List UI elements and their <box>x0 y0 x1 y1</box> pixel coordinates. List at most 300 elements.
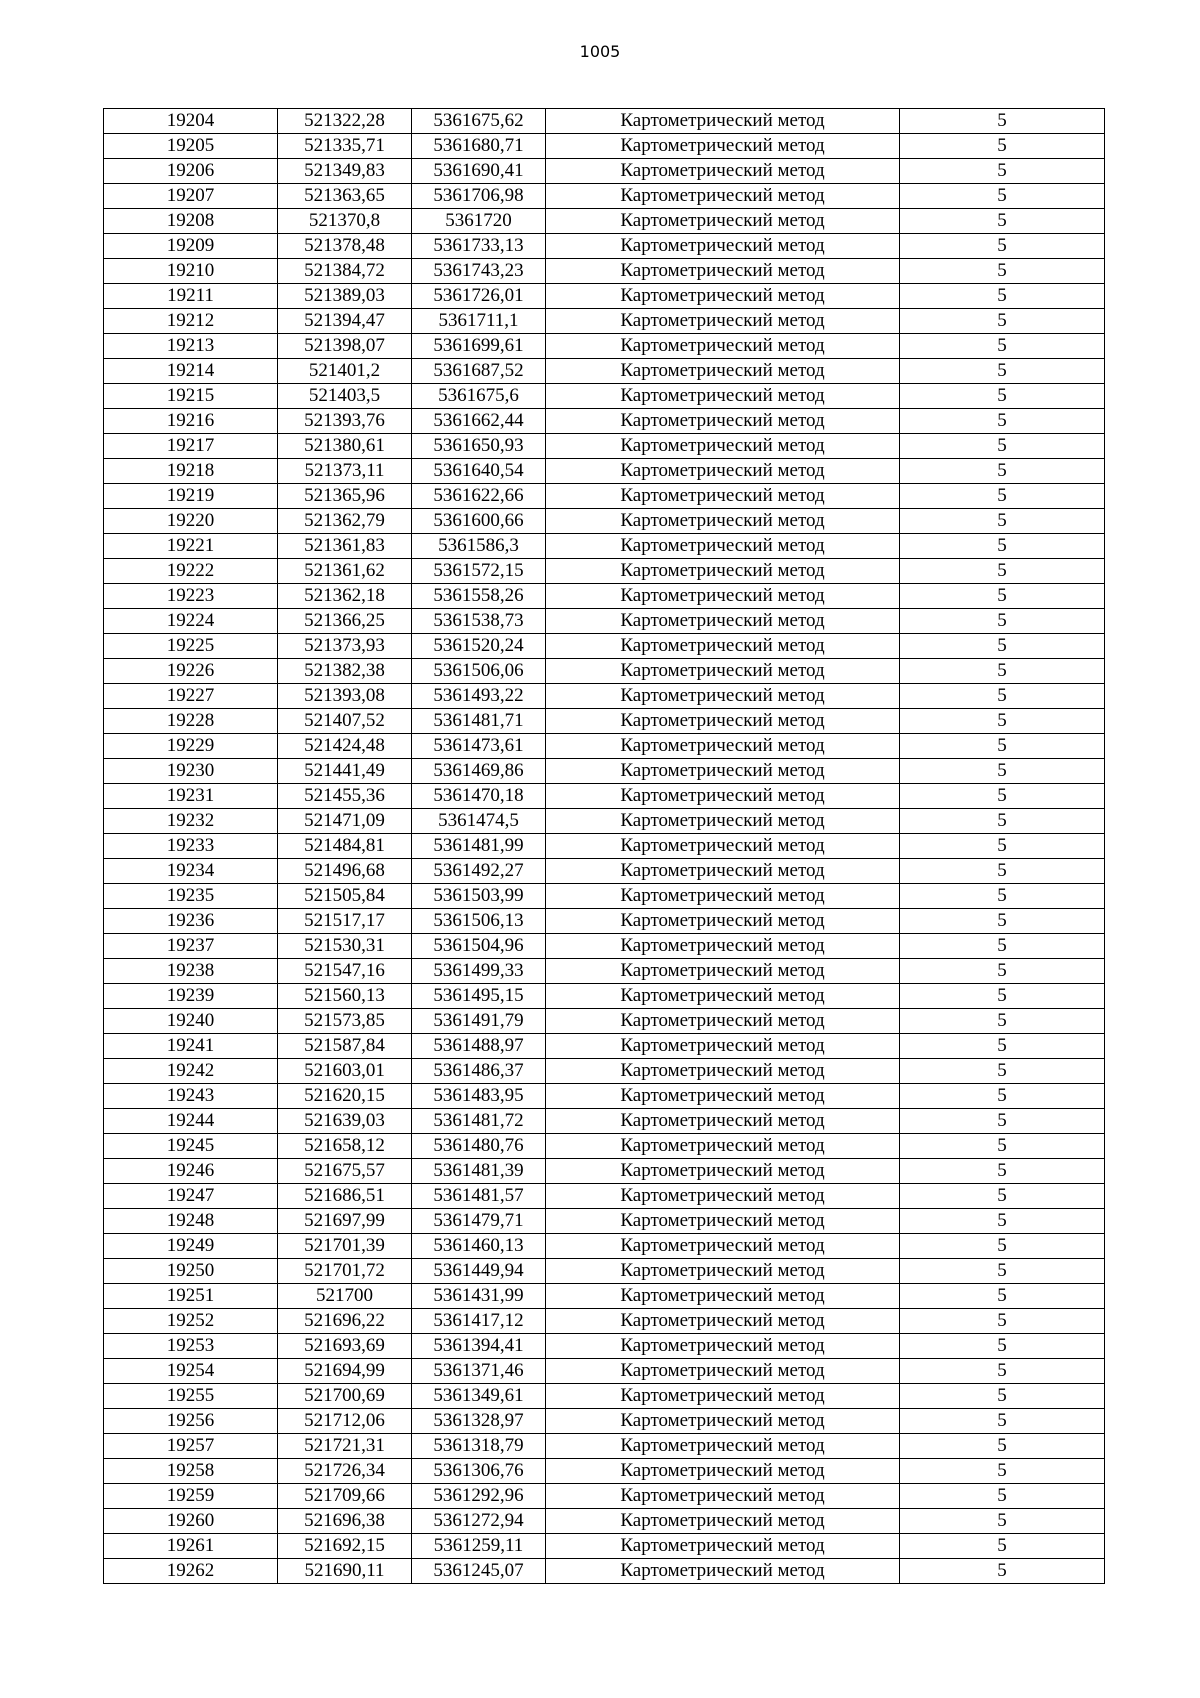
method-cell: Картометрический метод <box>546 659 900 684</box>
table-row <box>104 1134 1105 1159</box>
accuracy-cell: 5 <box>900 1109 1105 1134</box>
accuracy-cell: 5 <box>900 1459 1105 1484</box>
x-coordinate-cell: 521620,15 <box>278 1084 412 1109</box>
method-cell: Картометрический метод <box>546 809 900 834</box>
table-row <box>104 1309 1105 1334</box>
table-row <box>104 1009 1105 1034</box>
point-number-cell: 19204 <box>104 109 278 134</box>
y-coordinate-cell: 5361650,93 <box>412 434 546 459</box>
point-number-cell: 19258 <box>104 1459 278 1484</box>
accuracy-cell: 5 <box>900 1384 1105 1409</box>
x-coordinate-cell: 521373,11 <box>278 459 412 484</box>
accuracy-cell: 5 <box>900 1134 1105 1159</box>
method-cell: Картометрический метод <box>546 784 900 809</box>
x-coordinate-cell: 521639,03 <box>278 1109 412 1134</box>
method-cell: Картометрический метод <box>546 1134 900 1159</box>
method-cell: Картометрический метод <box>546 384 900 409</box>
accuracy-cell: 5 <box>900 1509 1105 1534</box>
y-coordinate-cell: 5361622,66 <box>412 484 546 509</box>
x-coordinate-cell: 521366,25 <box>278 609 412 634</box>
method-cell: Картометрический метод <box>546 1009 900 1034</box>
method-cell: Картометрический метод <box>546 1559 900 1584</box>
method-cell: Картометрический метод <box>546 484 900 509</box>
table-row <box>104 559 1105 584</box>
method-cell: Картометрический метод <box>546 1109 900 1134</box>
point-number-cell: 19249 <box>104 1234 278 1259</box>
x-coordinate-cell: 521573,85 <box>278 1009 412 1034</box>
method-cell: Картометрический метод <box>546 1184 900 1209</box>
table-row <box>104 734 1105 759</box>
x-coordinate-cell: 521389,03 <box>278 284 412 309</box>
x-coordinate-cell: 521378,48 <box>278 234 412 259</box>
y-coordinate-cell: 5361483,95 <box>412 1084 546 1109</box>
accuracy-cell: 5 <box>900 1359 1105 1384</box>
accuracy-cell: 5 <box>900 1534 1105 1559</box>
table-row <box>104 684 1105 709</box>
x-coordinate-cell: 521424,48 <box>278 734 412 759</box>
accuracy-cell: 5 <box>900 884 1105 909</box>
accuracy-cell: 5 <box>900 784 1105 809</box>
x-coordinate-cell: 521382,38 <box>278 659 412 684</box>
method-cell: Картометрический метод <box>546 1359 900 1384</box>
point-number-cell: 19235 <box>104 884 278 909</box>
table-row <box>104 884 1105 909</box>
x-coordinate-cell: 521398,07 <box>278 334 412 359</box>
point-number-cell: 19247 <box>104 1184 278 1209</box>
x-coordinate-cell: 521335,71 <box>278 134 412 159</box>
y-coordinate-cell: 5361506,13 <box>412 909 546 934</box>
table-row <box>104 1459 1105 1484</box>
method-cell: Картометрический метод <box>546 1509 900 1534</box>
accuracy-cell: 5 <box>900 209 1105 234</box>
y-coordinate-cell: 5361306,76 <box>412 1459 546 1484</box>
method-cell: Картометрический метод <box>546 934 900 959</box>
y-coordinate-cell: 5361504,96 <box>412 934 546 959</box>
method-cell: Картометрический метод <box>546 759 900 784</box>
accuracy-cell: 5 <box>900 134 1105 159</box>
method-cell: Картометрический метод <box>546 1084 900 1109</box>
x-coordinate-cell: 521690,11 <box>278 1559 412 1584</box>
accuracy-cell: 5 <box>900 534 1105 559</box>
method-cell: Картометрический метод <box>546 559 900 584</box>
method-cell: Картометрический метод <box>546 284 900 309</box>
accuracy-cell: 5 <box>900 159 1105 184</box>
x-coordinate-cell: 521686,51 <box>278 1184 412 1209</box>
table-row <box>104 1284 1105 1309</box>
y-coordinate-cell: 5361675,6 <box>412 384 546 409</box>
y-coordinate-cell: 5361479,71 <box>412 1209 546 1234</box>
method-cell: Картометрический метод <box>546 859 900 884</box>
point-number-cell: 19236 <box>104 909 278 934</box>
table-row <box>104 859 1105 884</box>
y-coordinate-cell: 5361328,97 <box>412 1409 546 1434</box>
method-cell: Картометрический метод <box>546 134 900 159</box>
y-coordinate-cell: 5361492,27 <box>412 859 546 884</box>
table-row <box>104 1209 1105 1234</box>
accuracy-cell: 5 <box>900 809 1105 834</box>
method-cell: Картометрический метод <box>546 1384 900 1409</box>
point-number-cell: 19214 <box>104 359 278 384</box>
point-number-cell: 19242 <box>104 1059 278 1084</box>
accuracy-cell: 5 <box>900 484 1105 509</box>
method-cell: Картометрический метод <box>546 684 900 709</box>
coordinates-table-body <box>104 109 1105 1584</box>
accuracy-cell: 5 <box>900 659 1105 684</box>
x-coordinate-cell: 521441,49 <box>278 759 412 784</box>
point-number-cell: 19212 <box>104 309 278 334</box>
y-coordinate-cell: 5361743,23 <box>412 259 546 284</box>
x-coordinate-cell: 521393,76 <box>278 409 412 434</box>
table-row <box>104 1159 1105 1184</box>
y-coordinate-cell: 5361318,79 <box>412 1434 546 1459</box>
point-number-cell: 19246 <box>104 1159 278 1184</box>
accuracy-cell: 5 <box>900 384 1105 409</box>
point-number-cell: 19237 <box>104 934 278 959</box>
point-number-cell: 19222 <box>104 559 278 584</box>
table-row <box>104 459 1105 484</box>
table-row <box>104 934 1105 959</box>
method-cell: Картометрический метод <box>546 534 900 559</box>
x-coordinate-cell: 521721,31 <box>278 1434 412 1459</box>
x-coordinate-cell: 521517,17 <box>278 909 412 934</box>
table-row <box>104 334 1105 359</box>
point-number-cell: 19234 <box>104 859 278 884</box>
x-coordinate-cell: 521560,13 <box>278 984 412 1009</box>
x-coordinate-cell: 521407,52 <box>278 709 412 734</box>
table-row <box>104 284 1105 309</box>
table-row <box>104 634 1105 659</box>
accuracy-cell: 5 <box>900 1259 1105 1284</box>
accuracy-cell: 5 <box>900 1334 1105 1359</box>
x-coordinate-cell: 521362,79 <box>278 509 412 534</box>
table-row <box>104 809 1105 834</box>
y-coordinate-cell: 5361480,76 <box>412 1134 546 1159</box>
accuracy-cell: 5 <box>900 234 1105 259</box>
point-number-cell: 19227 <box>104 684 278 709</box>
table-row <box>104 609 1105 634</box>
y-coordinate-cell: 5361699,61 <box>412 334 546 359</box>
point-number-cell: 19257 <box>104 1434 278 1459</box>
y-coordinate-cell: 5361292,96 <box>412 1484 546 1509</box>
accuracy-cell: 5 <box>900 109 1105 134</box>
method-cell: Картометрический метод <box>546 984 900 1009</box>
point-number-cell: 19261 <box>104 1534 278 1559</box>
table-row <box>104 534 1105 559</box>
x-coordinate-cell: 521401,2 <box>278 359 412 384</box>
x-coordinate-cell: 521403,5 <box>278 384 412 409</box>
point-number-cell: 19210 <box>104 259 278 284</box>
y-coordinate-cell: 5361469,86 <box>412 759 546 784</box>
x-coordinate-cell: 521455,36 <box>278 784 412 809</box>
accuracy-cell: 5 <box>900 1009 1105 1034</box>
accuracy-cell: 5 <box>900 1159 1105 1184</box>
x-coordinate-cell: 521380,61 <box>278 434 412 459</box>
table-row <box>104 659 1105 684</box>
table-row <box>104 209 1105 234</box>
x-coordinate-cell: 521700 <box>278 1284 412 1309</box>
y-coordinate-cell: 5361503,99 <box>412 884 546 909</box>
point-number-cell: 19243 <box>104 1084 278 1109</box>
x-coordinate-cell: 521361,83 <box>278 534 412 559</box>
table-row <box>104 134 1105 159</box>
table-row <box>104 759 1105 784</box>
x-coordinate-cell: 521587,84 <box>278 1034 412 1059</box>
method-cell: Картометрический метод <box>546 334 900 359</box>
table-row <box>104 1109 1105 1134</box>
y-coordinate-cell: 5361706,98 <box>412 184 546 209</box>
method-cell: Картометрический метод <box>546 1284 900 1309</box>
x-coordinate-cell: 521697,99 <box>278 1209 412 1234</box>
y-coordinate-cell: 5361474,5 <box>412 809 546 834</box>
accuracy-cell: 5 <box>900 1209 1105 1234</box>
y-coordinate-cell: 5361493,22 <box>412 684 546 709</box>
method-cell: Картометрический метод <box>546 409 900 434</box>
y-coordinate-cell: 5361272,94 <box>412 1509 546 1534</box>
point-number-cell: 19240 <box>104 1009 278 1034</box>
x-coordinate-cell: 521726,34 <box>278 1459 412 1484</box>
table-row <box>104 1334 1105 1359</box>
accuracy-cell: 5 <box>900 284 1105 309</box>
y-coordinate-cell: 5361662,44 <box>412 409 546 434</box>
point-number-cell: 19217 <box>104 434 278 459</box>
point-number-cell: 19213 <box>104 334 278 359</box>
point-number-cell: 19205 <box>104 134 278 159</box>
y-coordinate-cell: 5361431,99 <box>412 1284 546 1309</box>
x-coordinate-cell: 521349,83 <box>278 159 412 184</box>
point-number-cell: 19224 <box>104 609 278 634</box>
y-coordinate-cell: 5361488,97 <box>412 1034 546 1059</box>
accuracy-cell: 5 <box>900 184 1105 209</box>
table-row <box>104 584 1105 609</box>
table-row <box>104 1259 1105 1284</box>
accuracy-cell: 5 <box>900 984 1105 1009</box>
y-coordinate-cell: 5361481,39 <box>412 1159 546 1184</box>
method-cell: Картометрический метод <box>546 1334 900 1359</box>
point-number-cell: 19231 <box>104 784 278 809</box>
x-coordinate-cell: 521393,08 <box>278 684 412 709</box>
y-coordinate-cell: 5361460,13 <box>412 1234 546 1259</box>
x-coordinate-cell: 521701,72 <box>278 1259 412 1284</box>
method-cell: Картометрический метод <box>546 1409 900 1434</box>
point-number-cell: 19255 <box>104 1384 278 1409</box>
x-coordinate-cell: 521370,8 <box>278 209 412 234</box>
table-row <box>104 784 1105 809</box>
y-coordinate-cell: 5361495,15 <box>412 984 546 1009</box>
x-coordinate-cell: 521709,66 <box>278 1484 412 1509</box>
accuracy-cell: 5 <box>900 1434 1105 1459</box>
table-row <box>104 434 1105 459</box>
table-row <box>104 259 1105 284</box>
accuracy-cell: 5 <box>900 509 1105 534</box>
table-row <box>104 1034 1105 1059</box>
accuracy-cell: 5 <box>900 334 1105 359</box>
method-cell: Картометрический метод <box>546 609 900 634</box>
x-coordinate-cell: 521712,06 <box>278 1409 412 1434</box>
x-coordinate-cell: 521696,38 <box>278 1509 412 1534</box>
x-coordinate-cell: 521394,47 <box>278 309 412 334</box>
x-coordinate-cell: 521700,69 <box>278 1384 412 1409</box>
point-number-cell: 19206 <box>104 159 278 184</box>
table-row <box>104 184 1105 209</box>
y-coordinate-cell: 5361520,24 <box>412 634 546 659</box>
y-coordinate-cell: 5361371,46 <box>412 1359 546 1384</box>
accuracy-cell: 5 <box>900 1309 1105 1334</box>
method-cell: Картометрический метод <box>546 1259 900 1284</box>
point-number-cell: 19230 <box>104 759 278 784</box>
method-cell: Картометрический метод <box>546 184 900 209</box>
point-number-cell: 19245 <box>104 1134 278 1159</box>
accuracy-cell: 5 <box>900 434 1105 459</box>
y-coordinate-cell: 5361586,3 <box>412 534 546 559</box>
method-cell: Картометрический метод <box>546 884 900 909</box>
accuracy-cell: 5 <box>900 909 1105 934</box>
point-number-cell: 19233 <box>104 834 278 859</box>
table-row <box>104 1234 1105 1259</box>
accuracy-cell: 5 <box>900 559 1105 584</box>
point-number-cell: 19215 <box>104 384 278 409</box>
y-coordinate-cell: 5361481,71 <box>412 709 546 734</box>
point-number-cell: 19253 <box>104 1334 278 1359</box>
table-row <box>104 1484 1105 1509</box>
x-coordinate-cell: 521658,12 <box>278 1134 412 1159</box>
table-row <box>104 709 1105 734</box>
y-coordinate-cell: 5361690,41 <box>412 159 546 184</box>
method-cell: Картометрический метод <box>546 209 900 234</box>
point-number-cell: 19223 <box>104 584 278 609</box>
y-coordinate-cell: 5361675,62 <box>412 109 546 134</box>
point-number-cell: 19226 <box>104 659 278 684</box>
y-coordinate-cell: 5361417,12 <box>412 1309 546 1334</box>
accuracy-cell: 5 <box>900 459 1105 484</box>
accuracy-cell: 5 <box>900 259 1105 284</box>
x-coordinate-cell: 521675,57 <box>278 1159 412 1184</box>
x-coordinate-cell: 521603,01 <box>278 1059 412 1084</box>
accuracy-cell: 5 <box>900 934 1105 959</box>
point-number-cell: 19248 <box>104 1209 278 1234</box>
point-number-cell: 19262 <box>104 1559 278 1584</box>
accuracy-cell: 5 <box>900 859 1105 884</box>
method-cell: Картометрический метод <box>546 1484 900 1509</box>
accuracy-cell: 5 <box>900 1184 1105 1209</box>
method-cell: Картометрический метод <box>546 959 900 984</box>
x-coordinate-cell: 521692,15 <box>278 1534 412 1559</box>
accuracy-cell: 5 <box>900 1084 1105 1109</box>
x-coordinate-cell: 521322,28 <box>278 109 412 134</box>
y-coordinate-cell: 5361687,52 <box>412 359 546 384</box>
table-row <box>104 1084 1105 1109</box>
table-row <box>104 109 1105 134</box>
point-number-cell: 19225 <box>104 634 278 659</box>
method-cell: Картометрический метод <box>546 1309 900 1334</box>
method-cell: Картометрический метод <box>546 1434 900 1459</box>
table-row <box>104 1184 1105 1209</box>
table-row <box>104 159 1105 184</box>
accuracy-cell: 5 <box>900 1559 1105 1584</box>
point-number-cell: 19207 <box>104 184 278 209</box>
point-number-cell: 19208 <box>104 209 278 234</box>
accuracy-cell: 5 <box>900 1484 1105 1509</box>
x-coordinate-cell: 521362,18 <box>278 584 412 609</box>
point-number-cell: 19251 <box>104 1284 278 1309</box>
y-coordinate-cell: 5361506,06 <box>412 659 546 684</box>
table-row <box>104 834 1105 859</box>
point-number-cell: 19216 <box>104 409 278 434</box>
accuracy-cell: 5 <box>900 309 1105 334</box>
x-coordinate-cell: 521363,65 <box>278 184 412 209</box>
point-number-cell: 19252 <box>104 1309 278 1334</box>
point-number-cell: 19259 <box>104 1484 278 1509</box>
point-number-cell: 19256 <box>104 1409 278 1434</box>
point-number-cell: 19211 <box>104 284 278 309</box>
coordinates-table <box>103 108 1105 1584</box>
point-number-cell: 19209 <box>104 234 278 259</box>
y-coordinate-cell: 5361259,11 <box>412 1534 546 1559</box>
table-row <box>104 959 1105 984</box>
accuracy-cell: 5 <box>900 609 1105 634</box>
accuracy-cell: 5 <box>900 1234 1105 1259</box>
y-coordinate-cell: 5361499,33 <box>412 959 546 984</box>
method-cell: Картометрический метод <box>546 234 900 259</box>
y-coordinate-cell: 5361600,66 <box>412 509 546 534</box>
accuracy-cell: 5 <box>900 359 1105 384</box>
page-number: 1005 <box>579 42 621 61</box>
table-row <box>104 484 1105 509</box>
point-number-cell: 19239 <box>104 984 278 1009</box>
x-coordinate-cell: 521361,62 <box>278 559 412 584</box>
point-number-cell: 19220 <box>104 509 278 534</box>
method-cell: Картометрический метод <box>546 1059 900 1084</box>
point-number-cell: 19241 <box>104 1034 278 1059</box>
point-number-cell: 19219 <box>104 484 278 509</box>
accuracy-cell: 5 <box>900 409 1105 434</box>
method-cell: Картометрический метод <box>546 834 900 859</box>
point-number-cell: 19229 <box>104 734 278 759</box>
accuracy-cell: 5 <box>900 1059 1105 1084</box>
point-number-cell: 19232 <box>104 809 278 834</box>
table-row <box>104 409 1105 434</box>
table-row <box>104 234 1105 259</box>
accuracy-cell: 5 <box>900 734 1105 759</box>
table-row <box>104 309 1105 334</box>
y-coordinate-cell: 5361473,61 <box>412 734 546 759</box>
table-row <box>104 1509 1105 1534</box>
method-cell: Картометрический метод <box>546 909 900 934</box>
y-coordinate-cell: 5361394,41 <box>412 1334 546 1359</box>
x-coordinate-cell: 521484,81 <box>278 834 412 859</box>
method-cell: Картометрический метод <box>546 359 900 384</box>
y-coordinate-cell: 5361640,54 <box>412 459 546 484</box>
table-row <box>104 1059 1105 1084</box>
table-row <box>104 1359 1105 1384</box>
y-coordinate-cell: 5361711,1 <box>412 309 546 334</box>
method-cell: Картометрический метод <box>546 109 900 134</box>
y-coordinate-cell: 5361449,94 <box>412 1259 546 1284</box>
x-coordinate-cell: 521365,96 <box>278 484 412 509</box>
method-cell: Картометрический метод <box>546 459 900 484</box>
y-coordinate-cell: 5361486,37 <box>412 1059 546 1084</box>
x-coordinate-cell: 521384,72 <box>278 259 412 284</box>
x-coordinate-cell: 521694,99 <box>278 1359 412 1384</box>
y-coordinate-cell: 5361245,07 <box>412 1559 546 1584</box>
method-cell: Картометрический метод <box>546 1459 900 1484</box>
table-row <box>104 359 1105 384</box>
method-cell: Картометрический метод <box>546 1034 900 1059</box>
accuracy-cell: 5 <box>900 759 1105 784</box>
table-row <box>104 384 1105 409</box>
x-coordinate-cell: 521693,69 <box>278 1334 412 1359</box>
table-row <box>104 1434 1105 1459</box>
table-row <box>104 1384 1105 1409</box>
